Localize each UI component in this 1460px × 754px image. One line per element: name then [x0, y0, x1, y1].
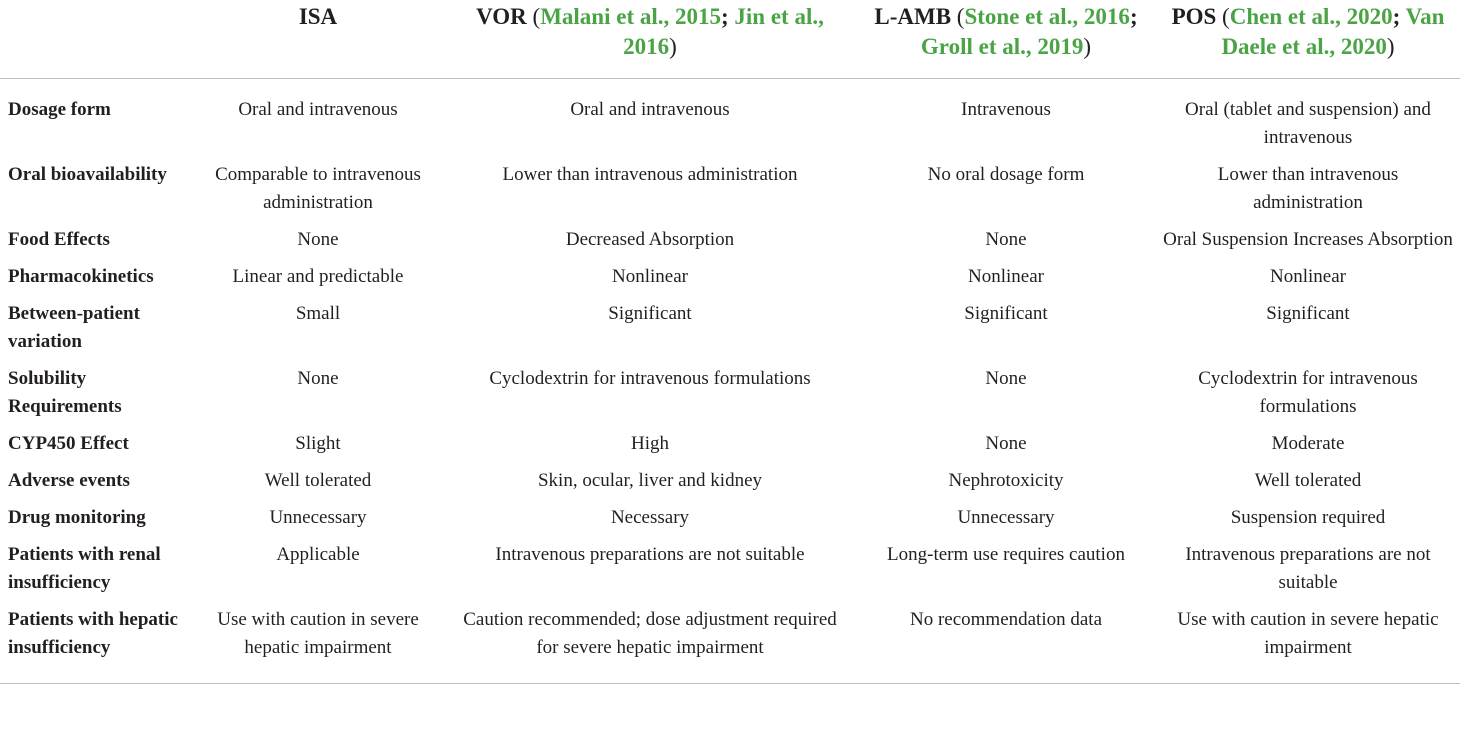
cell-lamb: Nonlinear	[968, 265, 1044, 287]
cell-isa: None	[297, 228, 339, 250]
cell-pos: Oral Suspension Increases Absorption	[1163, 228, 1453, 250]
header-pos-ref-link[interactable]: Van Daele et al., 2020	[1221, 4, 1445, 59]
header-pos-ref-link[interactable]: Chen et al., 2020	[1229, 4, 1393, 29]
header-isa-label: ISA	[298, 4, 338, 29]
row-label: Patients with hepatic insufficiency	[0, 606, 192, 684]
header-vor-ref-link[interactable]: Malani et al., 2015	[540, 4, 721, 29]
cell-isa: None	[297, 367, 339, 389]
cell-vor: Decreased Absorption	[565, 228, 735, 250]
row-label: Food Effects	[8, 228, 110, 250]
header-isa	[192, 0, 444, 78]
cell-isa: Well tolerated	[264, 469, 372, 491]
header-pos-paren-open: (	[1216, 4, 1230, 29]
header-vor-paren-open: (	[526, 4, 541, 29]
cell-isa: Oral and intravenous	[238, 98, 398, 120]
row-label: Patients with renal insufficiency	[8, 543, 161, 593]
cell-vor: Intravenous preparations are not suitable	[495, 543, 805, 565]
cell-vor: Significant	[608, 302, 692, 324]
header-vor-label: VOR	[476, 4, 527, 29]
header-row	[0, 0, 1460, 78]
table-row	[0, 430, 1460, 467]
cell-lamb: No oral dosage form	[927, 163, 1085, 185]
row-label: Drug monitoring	[8, 506, 146, 528]
header-vor	[444, 0, 856, 78]
table-row	[0, 365, 1460, 430]
cell-isa: Linear and predictable	[232, 265, 404, 287]
cell-pos: Suspension required	[1230, 506, 1386, 528]
table-row	[0, 78, 1460, 161]
row-label: Pharmacokinetics	[8, 265, 154, 287]
cell-isa: Use with caution in severe hepatic impairment	[192, 606, 444, 684]
header-lamb-ref-link[interactable]: Groll et al., 2019	[920, 34, 1084, 59]
table-row	[0, 161, 1460, 226]
header-lamb-separator: ;	[1129, 4, 1138, 29]
cell-lamb: None	[985, 367, 1027, 389]
cell-isa: Comparable to intravenous administration	[215, 163, 421, 213]
cell-vor: Nonlinear	[612, 265, 688, 287]
cell-lamb: None	[985, 228, 1027, 250]
cell-pos: Significant	[1266, 302, 1350, 324]
cell-vor: Skin, ocular, liver and kidney	[537, 469, 763, 491]
header-vor-ref-link[interactable]: Jin et al., 2016	[623, 4, 824, 59]
row-label: Adverse events	[8, 469, 130, 491]
cell-pos: Oral (tablet and suspension) and intravenous	[1185, 98, 1431, 148]
header-vor-separator: ;	[721, 4, 735, 29]
header-lamb-paren-close: )	[1083, 34, 1092, 59]
cell-lamb: None	[985, 432, 1027, 454]
table-row	[0, 541, 1460, 606]
cell-pos: Moderate	[1271, 432, 1345, 454]
table-row	[0, 226, 1460, 263]
header-lamb-ref-link[interactable]: Stone et al., 2016	[964, 4, 1130, 29]
header-pos-separator: ;	[1392, 4, 1406, 29]
cell-lamb: Long-term use requires caution	[887, 543, 1125, 565]
cell-lamb: Nephrotoxicity	[948, 469, 1064, 491]
cell-isa: Small	[295, 302, 341, 324]
table-row	[0, 467, 1460, 504]
cell-pos: Nonlinear	[1270, 265, 1346, 287]
cell-lamb: Unnecessary	[957, 506, 1055, 528]
cell-vor: Lower than intravenous administration	[502, 163, 798, 185]
header-lamb	[856, 0, 1156, 78]
cell-lamb: Significant	[964, 302, 1048, 324]
header-vor-paren-close: )	[669, 34, 677, 59]
cell-pos: Intravenous preparations are not suitable	[1185, 543, 1431, 593]
cell-pos: Lower than intravenous administration	[1217, 163, 1399, 213]
cell-vor: Oral and intravenous	[570, 98, 730, 120]
cell-isa: Applicable	[276, 543, 360, 565]
cell-vor: High	[631, 432, 669, 454]
row-label: Dosage form	[8, 98, 111, 120]
row-label: Solubility Requirements	[8, 367, 122, 417]
header-lamb-label: L-AMB	[874, 4, 952, 29]
cell-lamb: Intravenous	[961, 98, 1051, 120]
table-row	[0, 263, 1460, 300]
cell-pos: Cyclodextrin for intravenous formulations	[1198, 367, 1418, 417]
table-row	[0, 606, 1460, 684]
cell-isa: Unnecessary	[269, 506, 367, 528]
cell-pos: Use with caution in severe hepatic impairment	[1156, 606, 1460, 684]
table-row	[0, 504, 1460, 541]
table-row	[0, 300, 1460, 365]
row-label: Oral bioavailability	[8, 163, 167, 185]
header-pos	[1156, 0, 1460, 78]
row-label: Between-patient variation	[8, 302, 140, 352]
header-pos-label: POS	[1171, 4, 1217, 29]
cell-isa: Slight	[295, 432, 341, 454]
cell-vor: Caution recommended; dose adjustment required for severe hepatic impairment	[444, 606, 856, 684]
header-corner	[0, 0, 192, 78]
header-lamb-paren-open: (	[951, 4, 965, 29]
cell-lamb: No recommendation data	[856, 606, 1156, 684]
cell-pos: Well tolerated	[1254, 469, 1362, 491]
cell-vor: Cyclodextrin for intravenous formulations	[489, 367, 811, 389]
row-label: CYP450 Effect	[8, 432, 129, 454]
header-pos-paren-close: )	[1386, 34, 1395, 59]
cell-vor: Necessary	[610, 506, 690, 528]
